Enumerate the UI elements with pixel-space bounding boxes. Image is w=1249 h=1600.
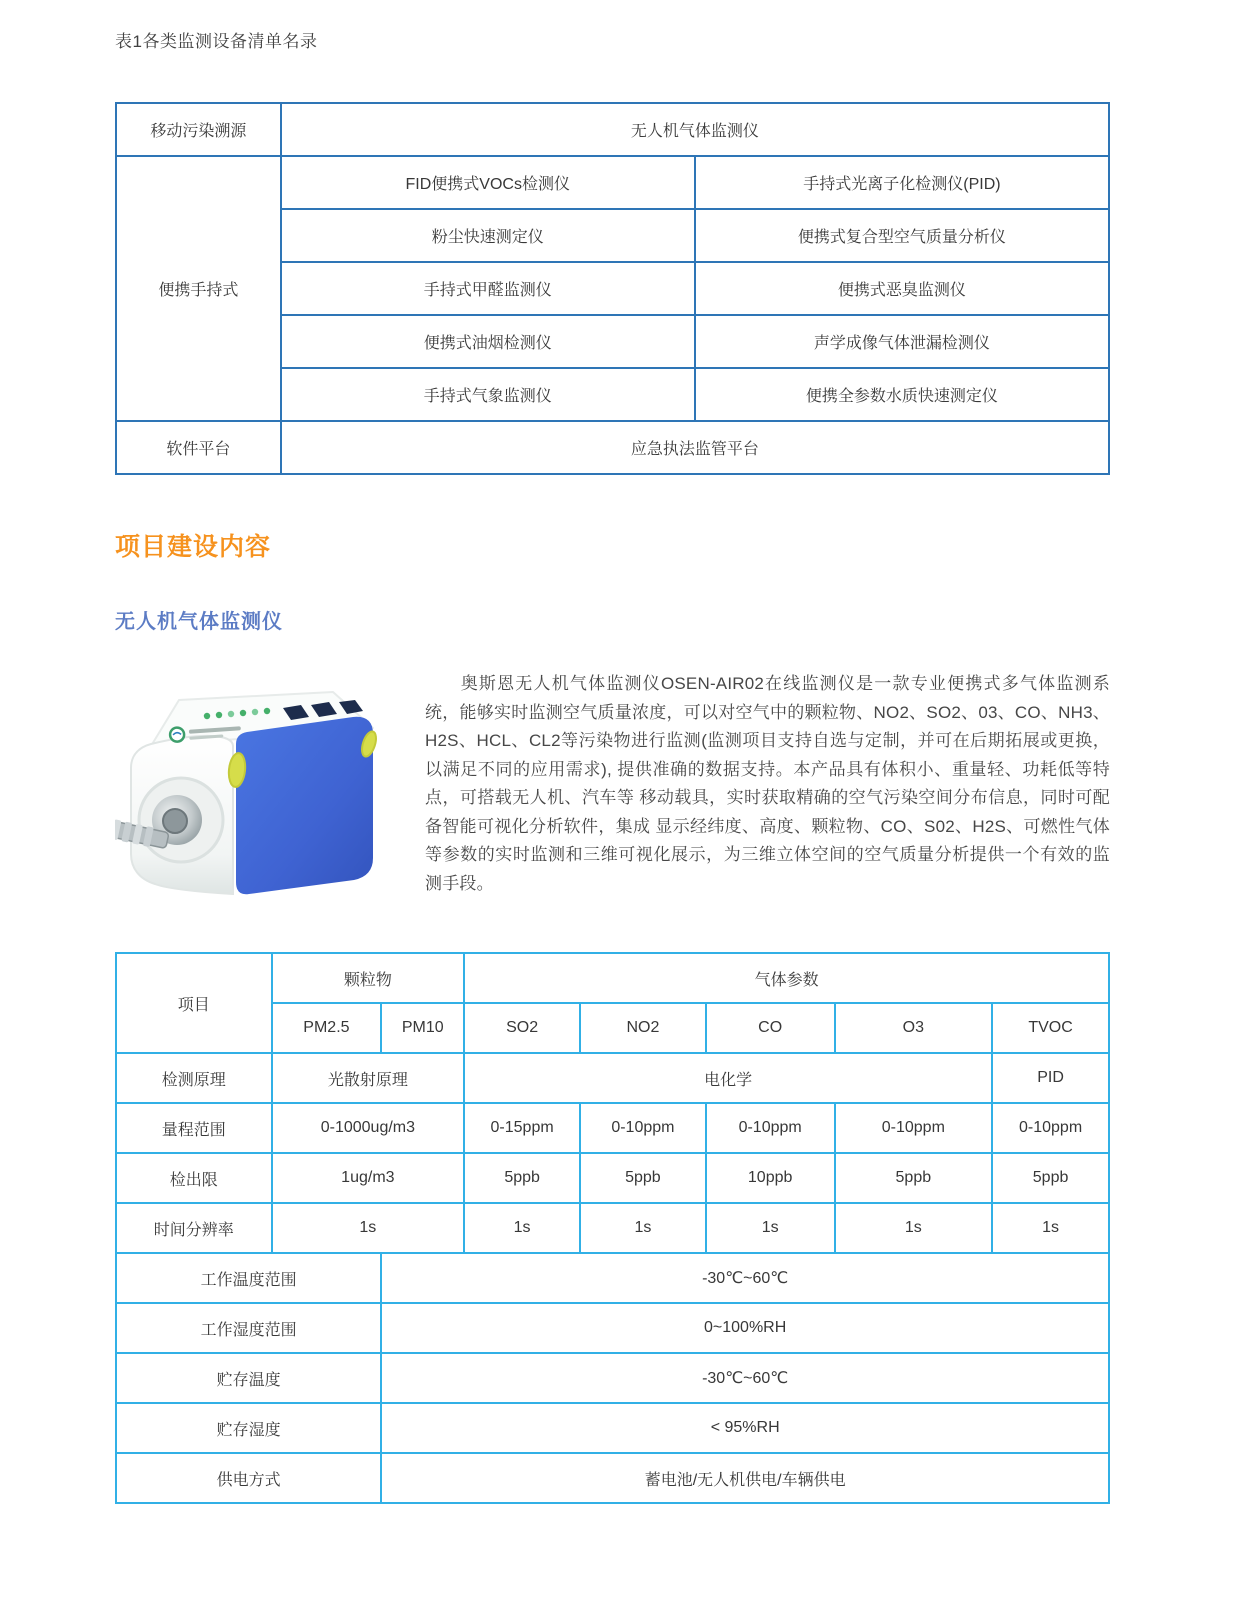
- spec-label-cell: 量程范围: [116, 1103, 272, 1153]
- equipment-name-cell: 粉尘快速测定仪: [281, 209, 695, 262]
- equipment-name-cell: 便携式复合型空气质量分析仪: [695, 209, 1109, 262]
- equipment-name-cell: 便携式油烟检测仪: [281, 315, 695, 368]
- equipment-name-cell: 手持式气象监测仪: [281, 368, 695, 421]
- spec-value-cell: 0-15ppm: [464, 1103, 580, 1153]
- spec-value-cell: 1ug/m3: [272, 1153, 465, 1203]
- table-row: [116, 1453, 1109, 1503]
- spec-value-cell: 0-10ppm: [580, 1103, 706, 1153]
- spec-value-cell: 光散射原理: [272, 1053, 465, 1103]
- table-row: [116, 156, 1109, 209]
- spec-value-cell: -30℃~60℃: [381, 1353, 1109, 1403]
- spec-value-cell: < 95%RH: [381, 1403, 1109, 1453]
- spec-value-cell: 10ppb: [706, 1153, 835, 1203]
- spec-value-cell: 5ppb: [992, 1153, 1109, 1203]
- equipment-name-cell: FID便携式VOCs检测仪: [281, 156, 695, 209]
- spec-value-cell: 1s: [706, 1203, 835, 1253]
- spec-value-cell: 1s: [272, 1203, 465, 1253]
- spec-label-cell: 检测原理: [116, 1053, 272, 1103]
- spec-table: [115, 952, 1110, 1504]
- spec-value-cell: 1s: [580, 1203, 706, 1253]
- spec-col-header: PM2.5: [272, 1003, 382, 1053]
- table-row: [116, 1203, 1109, 1253]
- section-subheading: 无人机气体监测仪: [115, 611, 283, 633]
- spec-header-item: 项目: [116, 953, 272, 1053]
- table-row: [116, 1253, 1109, 1303]
- table-row: [116, 421, 1109, 474]
- device-product-image: [115, 670, 403, 900]
- table-row: [116, 1153, 1109, 1203]
- spec-value-cell: 0~100%RH: [381, 1303, 1109, 1353]
- section-heading: 项目建设内容: [115, 533, 272, 561]
- spec-value-cell: 0-1000ug/m3: [272, 1103, 465, 1153]
- spec-value-cell: 0-10ppm: [992, 1103, 1109, 1153]
- equipment-table: [115, 102, 1110, 475]
- spec-label-cell: 贮存湿度: [116, 1403, 381, 1453]
- spec-header-gas: 气体参数: [464, 953, 1109, 1003]
- equipment-name-cell: 便携全参数水质快速测定仪: [695, 368, 1109, 421]
- spec-col-header: TVOC: [992, 1003, 1109, 1053]
- product-description: 奥斯恩无人机气体监测仪OSEN-AIR02在线监测仪是一款专业便携式多气体监测系统，能够实时监测空气质量浓度，可以对空气中的颗粒物、NO2、SO2、03、CO、NH3、H2S、HCL、CL2等污染物进行监测(监测项目支持自选与定制，并可在后期拓展或更换，以满足不同的应用需求), 提供准确的数据支持。本产品具有体积小、重量轻、功耗低等特点，可搭载无人机、汽车等 移动载具，实时获取精确的空气污染空间分布信息，同时可配备智能可视化分析软件，集成 显示经纬度、高度、颗粒物、CO、S02、H2S、可燃性气体等参数的实时监测和三维可视化展示，为三维立体空间的空气质量分析提供一个有效的监测手段。: [425, 674, 1110, 893]
- equipment-name-cell: 便携式恶臭监测仪: [695, 262, 1109, 315]
- spec-value-cell: 1s: [464, 1203, 580, 1253]
- table-row: [116, 1303, 1109, 1353]
- spec-col-header: O3: [835, 1003, 993, 1053]
- spec-label-cell: 供电方式: [116, 1453, 381, 1503]
- spec-header-particulate: 颗粒物: [272, 953, 465, 1003]
- equipment-category-cell: 移动污染溯源: [116, 103, 281, 156]
- spec-label-cell: 贮存温度: [116, 1353, 381, 1403]
- product-section: [115, 670, 1110, 900]
- spec-value-cell: 5ppb: [580, 1153, 706, 1203]
- spec-value-cell: 0-10ppm: [706, 1103, 835, 1153]
- table-row: [116, 1053, 1109, 1103]
- equipment-name-cell: 应急执法监管平台: [281, 421, 1109, 474]
- spec-label-cell: 时间分辨率: [116, 1203, 272, 1253]
- equipment-category-cell: 便携手持式: [116, 156, 281, 421]
- table-row: [116, 103, 1109, 156]
- spec-label-cell: 工作湿度范围: [116, 1303, 381, 1353]
- equipment-name-cell: 无人机气体监测仪: [281, 103, 1109, 156]
- equipment-category-cell: 软件平台: [116, 421, 281, 474]
- spec-value-cell: 电化学: [464, 1053, 992, 1103]
- drone-gas-monitor-image: [115, 670, 403, 900]
- spec-col-header: PM10: [381, 1003, 464, 1053]
- spec-value-cell: 0-10ppm: [835, 1103, 993, 1153]
- table-row: [116, 1403, 1109, 1453]
- spec-col-header: CO: [706, 1003, 835, 1053]
- spec-value-cell: 蓄电池/无人机供电/车辆供电: [381, 1453, 1109, 1503]
- table-row: [116, 1103, 1109, 1153]
- equipment-name-cell: 手持式光离子化检测仪(PID): [695, 156, 1109, 209]
- spec-col-header: NO2: [580, 1003, 706, 1053]
- spec-value-cell: PID: [992, 1053, 1109, 1103]
- table-row: [116, 1353, 1109, 1403]
- spec-value-cell: 5ppb: [835, 1153, 993, 1203]
- spec-value-cell: 5ppb: [464, 1153, 580, 1203]
- spec-label-cell: 检出限: [116, 1153, 272, 1203]
- spec-value-cell: 1s: [835, 1203, 993, 1253]
- equipment-name-cell: 声学成像气体泄漏检测仪: [695, 315, 1109, 368]
- page-title: 表1各类监测设备清单名录: [115, 32, 318, 51]
- spec-col-header: SO2: [464, 1003, 580, 1053]
- equipment-name-cell: 手持式甲醛监测仪: [281, 262, 695, 315]
- spec-label-cell: 工作温度范围: [116, 1253, 381, 1303]
- table-row: [116, 953, 1109, 1003]
- spec-value-cell: 1s: [992, 1203, 1109, 1253]
- spec-value-cell: -30℃~60℃: [381, 1253, 1109, 1303]
